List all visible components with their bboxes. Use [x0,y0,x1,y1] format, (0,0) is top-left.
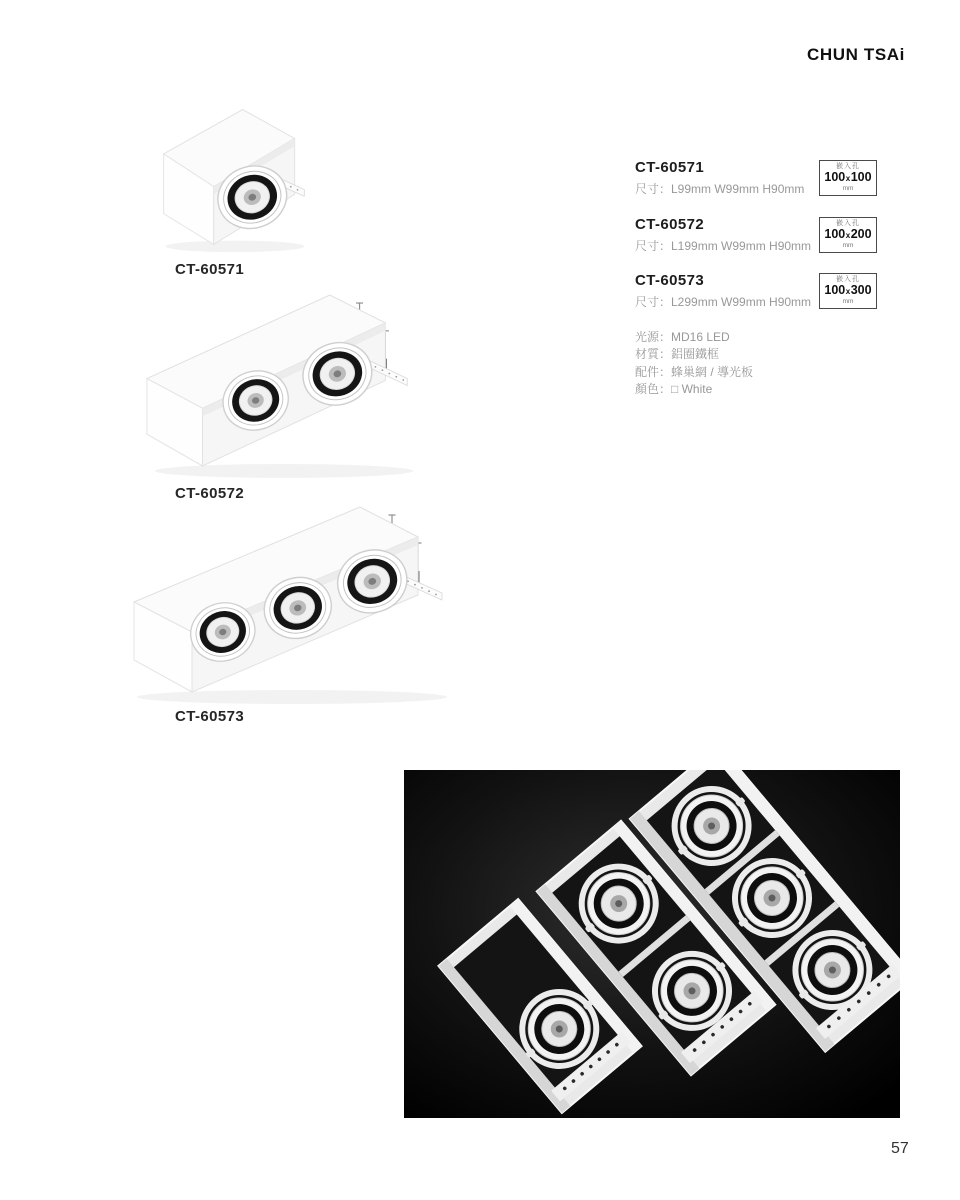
cutout-width: 100 [824,283,846,297]
product-code: CT-60573 [635,272,705,289]
product-image-label: CT-60573 [175,708,245,725]
cutout-spec-box [819,273,877,309]
product-code: CT-60571 [635,159,705,176]
product-image-ct-60572 [135,287,445,481]
cutout-height: 300 [850,283,872,297]
cutout-separator: x [845,287,851,296]
cutout-unit: mm [842,242,854,249]
cutout-size [820,228,876,242]
product-image-ct-60571 [150,98,316,256]
product-image-label: CT-60572 [175,485,245,502]
product-code: CT-60572 [635,216,705,233]
cutout-spec-box [819,217,877,253]
cutout-unit: mm [842,298,854,305]
cutout-spec-box [819,160,877,196]
cutout-separator: x [845,174,851,183]
cutout-separator: x [845,231,851,240]
product-image-ct-60573 [122,497,494,707]
attr-accessories: 配件：蜂巢網 / 導光板 [635,364,754,379]
product-dimensions: 尺寸：L199mm W99mm H90mm [635,239,812,253]
attr-color: 顏色：□ White [635,382,713,397]
cutout-width: 100 [824,170,846,184]
cutout-height: 100 [850,170,872,184]
group-photo [404,770,900,1118]
product-dimensions: 尺寸：L299mm W99mm H90mm [635,295,812,309]
cutout-width: 100 [824,227,846,241]
spec-block-ct-60571 [635,159,825,197]
cutout-size [820,171,876,185]
spec-block-ct-60572 [635,216,825,254]
cutout-unit: mm [842,185,854,192]
attr-light-source: 光源：MD16 LED [635,330,730,344]
brand-logo: CHUN TSAi [807,45,905,64]
product-shadow [166,241,305,253]
product-image-label: CT-60571 [175,261,245,278]
product-shadow [155,464,413,478]
cutout-label: 嵌入孔 [836,276,860,283]
page-number: 57 [891,1140,909,1157]
product-dimensions: 尺寸：L99mm W99mm H90mm [635,182,805,196]
attr-material: 材質：鋁圈鐵框 [635,347,720,362]
cutout-label: 嵌入孔 [836,220,860,227]
cutout-height: 200 [850,227,872,241]
cutout-label: 嵌入孔 [836,163,860,170]
attribute-list [635,329,753,399]
product-shadow [137,690,447,704]
spec-block-ct-60573 [635,272,825,310]
cutout-size [820,284,876,298]
